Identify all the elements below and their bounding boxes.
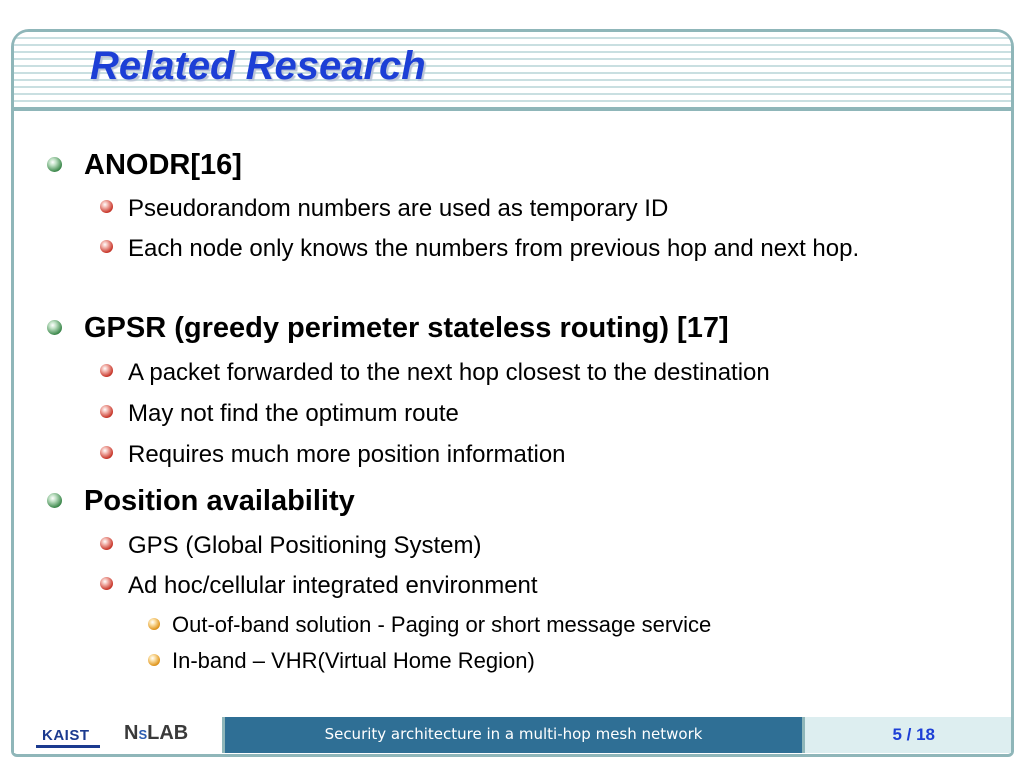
kaist-logo: KAIST	[42, 727, 90, 744]
page-number: 5 / 18	[892, 725, 935, 744]
presentation-title: Security architecture in a multi-hop mesh network	[324, 725, 703, 743]
footer-title-bar	[222, 717, 805, 753]
bullet-item	[47, 484, 977, 518]
orange-bullet-icon	[148, 654, 160, 666]
bullet-text: A packet forwarded to the next hop closest to the destination	[128, 359, 770, 386]
slide-footer	[14, 717, 1011, 753]
green-bullet-icon	[47, 320, 62, 335]
bullet-item	[100, 397, 970, 431]
red-bullet-icon	[100, 364, 113, 377]
bullet-item	[148, 611, 968, 639]
bullet-item	[100, 192, 970, 226]
bullet-text: Position availability	[84, 485, 355, 517]
red-bullet-icon	[100, 405, 113, 418]
red-bullet-icon	[100, 200, 113, 213]
kaist-logo-underline	[36, 745, 100, 748]
red-bullet-icon	[100, 446, 113, 459]
footer-page-box	[805, 717, 1011, 753]
footer-logos	[14, 717, 222, 753]
orange-bullet-icon	[148, 618, 160, 630]
slide-title: Related Research	[90, 44, 426, 88]
bullet-text: Pseudorandom numbers are used as temporary ID	[128, 195, 669, 222]
nslab-logo-lab: LAB	[147, 722, 189, 744]
red-bullet-icon	[100, 537, 113, 550]
bullet-item	[100, 569, 970, 603]
bullet-text: GPS (Global Positioning System)	[128, 532, 482, 559]
bullet-text: ANODR[16]	[84, 149, 242, 181]
red-bullet-icon	[100, 240, 113, 253]
bullet-item	[148, 647, 968, 675]
bullet-text: GPSR (greedy perimeter stateless routing) [17]	[84, 312, 729, 344]
bullet-item	[47, 148, 977, 182]
bullet-item	[100, 232, 950, 266]
bullet-item	[100, 438, 970, 472]
bullet-item	[100, 529, 970, 563]
bullet-text: May not find the optimum route	[128, 400, 459, 427]
red-bullet-icon	[100, 577, 113, 590]
bullet-text: Ad hoc/cellular integrated environment	[128, 572, 538, 599]
bullet-text: Each node only knows the numbers from previous hop and next hop.	[128, 235, 860, 262]
bullet-text: Out-of-band solution - Paging or short message service	[172, 612, 712, 637]
bullet-text: Requires much more position information	[128, 441, 566, 468]
nslab-logo	[124, 722, 188, 745]
nslab-logo-s: S	[138, 727, 148, 742]
bullet-item	[100, 356, 970, 390]
nslab-logo-n: N	[124, 722, 139, 744]
green-bullet-icon	[47, 493, 62, 508]
bullet-item	[47, 311, 977, 345]
bullet-text: In-band – VHR(Virtual Home Region)	[172, 648, 535, 673]
green-bullet-icon	[47, 157, 62, 172]
